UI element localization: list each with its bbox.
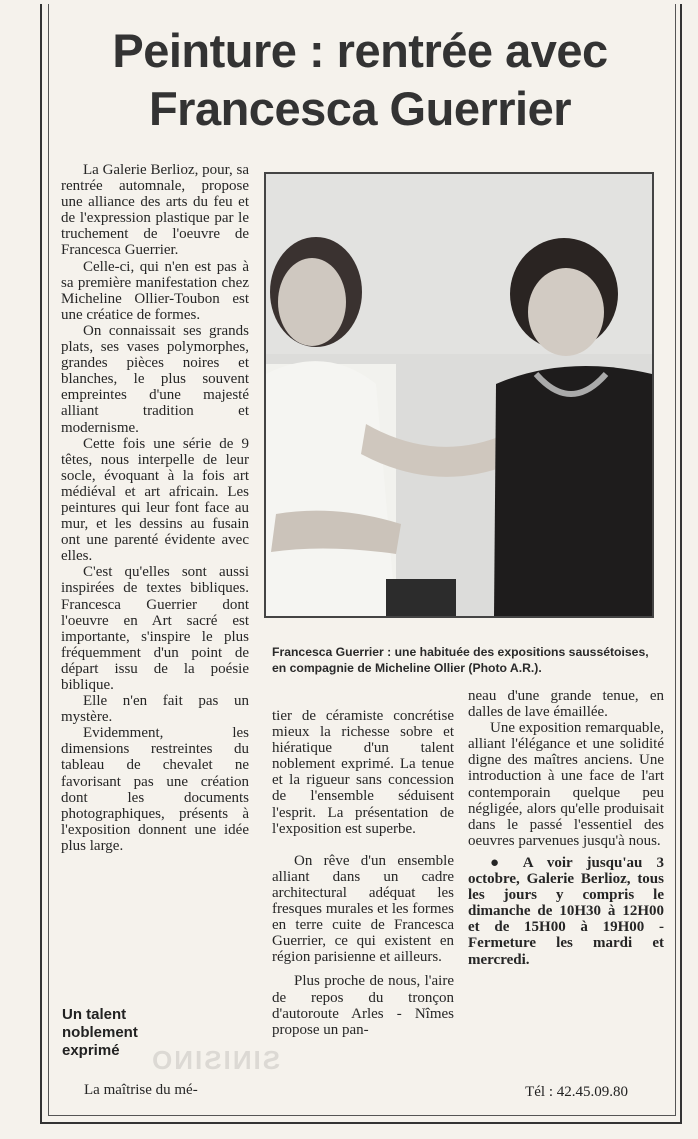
column-3 (468, 688, 664, 968)
photo-caption: Francesca Guerrier : une habituée des expositions saussétoises, en compagnie de Micheline Ollier (Photo A.R.). (272, 645, 649, 675)
paragraph: tier de céramiste concrétise mieux la richesse sobre et hiératique d'un talent noblement exprimé. La tenue et la rigueur sans concession de l'ensemble séduisent l'esprit. La présentation de l'exposition est superbe. (272, 708, 454, 837)
paragraph: Celle-ci, qui n'en est pas à sa première manifestation chez Micheline Ollier-Toubon est une créatice de formes. (61, 258, 249, 323)
paragraph: Evidemment, les dimensions restreintes du tableau de chevalet ne favorisant pas une création dont les documents photographiques, présents à l'exposition donnent une idée plus large. (61, 725, 249, 854)
paragraph: Cette fois une série de 9 têtes, nous interpelle de leur socle, évoquant à la fois art médiéval et art africain. Les peintures qui leur font face au mur, et les dessins au fusain ont une parenté évidente avec elles. (61, 435, 249, 565)
headline (50, 22, 670, 138)
photo-illustration (266, 174, 652, 616)
photo (264, 172, 654, 618)
column-1-last-line: La maîtrise du mé- (84, 1082, 198, 1098)
subheading: Un talent noblement exprimé (62, 1006, 138, 1059)
paragraph: Elle n'en fait pas un mystère. (61, 693, 249, 726)
column-2 (272, 708, 454, 1038)
column-1 (61, 162, 249, 854)
headline-line-1: Peinture : rentrée avec (112, 24, 608, 77)
paragraph: neau d'une grande tenue, en dalles de lave émaillée. (468, 688, 664, 721)
headline-line-2: Francesca Guerrier (148, 82, 572, 135)
show-through-text: SINISINO (150, 1045, 281, 1075)
telephone: Tél : 42.45.09.80 (525, 1084, 628, 1100)
paragraph: La Galerie Berlioz, pour, sa rentrée automnale, propose une alliance des arts du feu et de l'expression plastique par le truchement de l'oeuvre de Francesca Guerrier. (61, 162, 249, 259)
paragraph: C'est qu'elles sont aussi inspirées de textes bibliques. Francesca Guerrier dont l'oeuvre en Art sacré est importante, s'inspire le plus fréquemment d'un point de départ issu de la poésie biblique. (61, 564, 249, 693)
paragraph: Plus proche de nous, l'aire de repos du tronçon d'autoroute Arles - Nîmes propose un pan- (272, 973, 454, 1038)
paragraph: Une exposition remarquable, alliant l'élégance et une solidité digne des maîtres anciens. Une introduction à une face de l'art contemporain quelque peu négligée, alors qu'elle produisait dans le passé l'essentiel des oeuvres parvenues jusqu'à nous. (468, 720, 664, 849)
paragraph: On connaissait ses grands plats, ses vases polymorphes, grandes pièces noires et blanches, le plus souvent empreintes d'une majesté alliant tradition et modernisme. (61, 322, 249, 436)
exhibition-info: ● A voir jusqu'au 3 octobre, Galerie Berlioz, tous les jours y compris le dimanche de 10H30 à 12H00 et de 15H00 à 19H00 - Fermeture les mardi et mercredi. (468, 854, 664, 968)
paragraph: On rêve d'un ensemble alliant dans un cadre architectural adéquat les fresques murales et les formes en terre cuite de Francesca Guerrier, ce qui existent en région parisienne et ailleurs. (272, 852, 454, 966)
